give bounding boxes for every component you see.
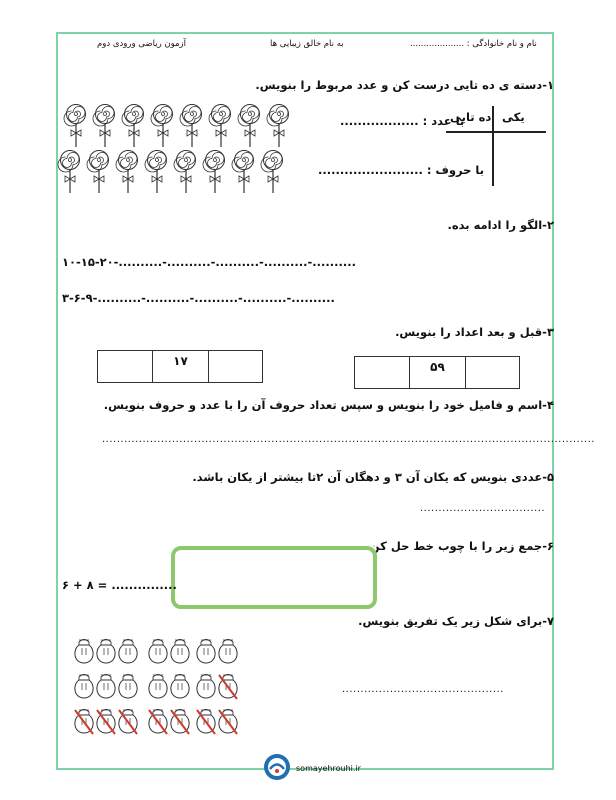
q3-box-value: ۵۹ xyxy=(409,357,464,388)
light-bulb-icon xyxy=(97,710,115,735)
light-bulb-icon xyxy=(197,710,215,735)
light-bulb-icon xyxy=(149,640,167,664)
light-bulb-icon xyxy=(219,710,237,735)
name-label: نام و نام خانوادگی : .................... xyxy=(410,39,537,49)
q4-answer-line[interactable]: ...................................................................................................................................... xyxy=(102,434,595,445)
q4-title: ۴-اسم و فامیل خود را بنویس و سپس تعداد حروف آن را با عدد و حروف بنویس. xyxy=(103,398,554,412)
light-bulb-icon xyxy=(75,710,93,735)
light-bulb-icon xyxy=(119,640,137,664)
light-bulb-icon xyxy=(171,710,189,735)
dedication-text: به نام خالق زیبایی ها xyxy=(270,39,344,49)
q1-col-ones: یکی xyxy=(502,110,525,124)
light-bulb-icon xyxy=(119,710,137,735)
light-bulb-icon xyxy=(219,640,237,664)
light-bulb-icon xyxy=(149,710,167,735)
light-bulb-icon xyxy=(75,640,93,664)
q5-answer-line[interactable]: .................................. xyxy=(420,503,546,514)
school-logo-icon xyxy=(262,752,292,782)
footer-site[interactable]: somayehrouhi.ir xyxy=(296,764,361,773)
q6-title: ۶-جمع زیر را با چوب خط حل کن. xyxy=(365,539,554,553)
q1-col-tens: ده تایی xyxy=(450,110,492,124)
light-bulb-icon xyxy=(97,640,115,664)
q2-pattern-1: ۱۰-۱۵-۲۰-..........-..........-..........-..........-.......... xyxy=(62,255,356,269)
q2-title: ۲-الگو را ادامه بده. xyxy=(447,218,554,232)
light-bulb-icon xyxy=(197,640,215,664)
light-bulb-icon xyxy=(197,675,215,699)
q1-title: ۱-دسته ی ده تایی درست کن و عدد مربوط را بنویس. xyxy=(255,78,554,92)
q1-by-number: با عدد : .................. xyxy=(340,114,465,128)
q6-equation: ۶ + ۸ = ............... xyxy=(62,578,177,592)
light-bulb-icon xyxy=(75,675,93,699)
q5-title: ۵-عددی بنویس که یکان آن ۳ و دهگان آن ۲تا بیشتر از یکان باشد. xyxy=(192,470,554,484)
q2-pattern-2: ۳-۶-۹-..........-..........-..........-..........-.......... xyxy=(62,291,335,305)
q1-by-letters: با حروف : ........................ xyxy=(318,163,485,177)
light-bulb-icon xyxy=(219,675,237,700)
q7-answer-line[interactable]: ............................................ xyxy=(342,684,504,695)
q7-title: ۷-برای شکل زیر یک تفریق بنویس. xyxy=(358,614,554,628)
light-bulb-icon xyxy=(119,675,137,699)
light-bulb-icon xyxy=(171,640,189,664)
q3-box-value: ۱۷ xyxy=(152,351,207,382)
q3-title: ۳-قبل و بعد اعداد را بنویس. xyxy=(395,325,554,339)
light-bulb-icon xyxy=(149,675,167,699)
light-bulb-icon xyxy=(97,675,115,699)
light-bulb-icon xyxy=(171,675,189,699)
test-title: آزمون ریاضی ورودی دوم xyxy=(97,39,187,49)
